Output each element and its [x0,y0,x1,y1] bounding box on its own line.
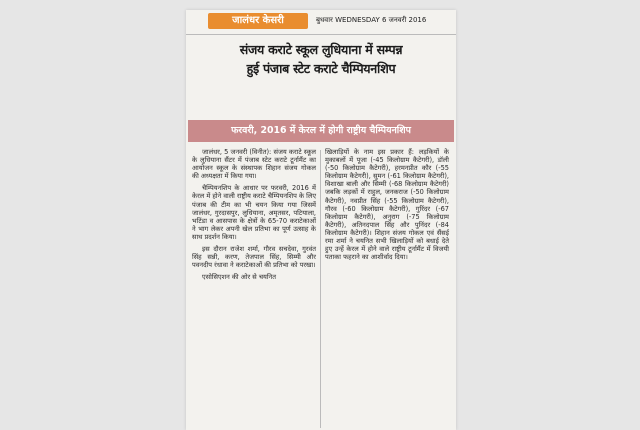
paragraph: जालंधर, 5 जनवरी (विनीत): संजय कराटे स्कूल के लुधियाना सैंटर में पंजाब स्टेट कराटे टूर्नामैंट का आयोजन स्कूल के संस्थापक शिहान संजय गोकल की अध्यक्षता में किया गया। [192,148,316,181]
paragraph: खिलाड़ियों के नाम इस प्रकार हैं: लड़कियों के मुकाबलों में पूजा (-45 किलोग्राम कैटेगरी), डॉली (-50 किलोग्राम कैटेगरी), हरमनप्रीत कौर (-55 किलोग्राम कैटेगरी), सुमन (-61 किलोग्राम कैटेगरी), विशाखा बाली और सिम्मी (-68 किलोग्राम कैटेगरी) जबकि लड़कों में राहुल, जनकराज (-50 किलोग्राम कैटेगरी), नवप्रीत सिंह (-55 किलोग्राम कैटेगरी), गौरव (-60 किलोग्राम कैटेगरी), गुरिंदर (-67 किलोग्राम कैटेगरी), अनुराग (-75 किलोग्राम कैटेगरी), अतिनदपाल सिंह और पुनिंदर (-84 किलोग्राम कैटेगरी)। शिहान संजय गोकल एवं सैंसई रमा शर्मा ने चयनित सभी खिलाड़ियों को बधाई देते हुए उन्हें केरल में होने वाले राष्ट्रीय टूर्नामैंट में विजयी पताका फहराने का आशीर्वाद दिया। [325,148,449,262]
subheadline-banner: फरवरी, 2016 में केरल में होगी राष्ट्रीय चैम्पियनशिप [188,120,454,142]
masthead [186,10,456,35]
paragraph: एसोसिएशन की ओर से चयनित [202,273,276,282]
newspaper-logo: जालंधर केसरी [208,13,308,29]
headline-line-2: हुई पंजाब स्टेट कराटे चैम्पियनशिप [246,61,396,76]
headline-line-1: संजय कराटे स्कूल लुधियाना में सम्पन्न [239,42,403,57]
right-column [325,148,449,265]
paragraph: चैम्पियनशिप के आधार पर फरवरी, 2016 में केरल में होने वाली राष्ट्रीय कराटे चैम्पियनशिप के लिए पंजाब की टीम का भी चयन किया गया जिसमें जालंधर, गुरदासपुर, लुधियाना, अमृतसर, पटियाला, भटिंडा व आसपास के क्षेत्रों के 65-70 कराटेकाओं ने भाग लेकर अपनी खेल प्रतिभा का पूर्ण उत्साह के साथ प्रदर्शन किया। [192,184,316,241]
newspaper-clipping [186,10,456,430]
headline [190,40,452,78]
paragraph: इस दौरान राजेश शर्मा, गौरव सचदेवा, गुरवंत सिंह सन्नी, करण, तेजपाल सिंह, सिम्मी और पवनदीप रंधावा ने कराटेकाओं की प्रतिभा को परखा। [192,245,316,270]
left-column [192,148,316,285]
column-divider [320,150,321,428]
dateline: बुधवार WEDNESDAY 6 जनवरी 2016 [316,16,427,24]
